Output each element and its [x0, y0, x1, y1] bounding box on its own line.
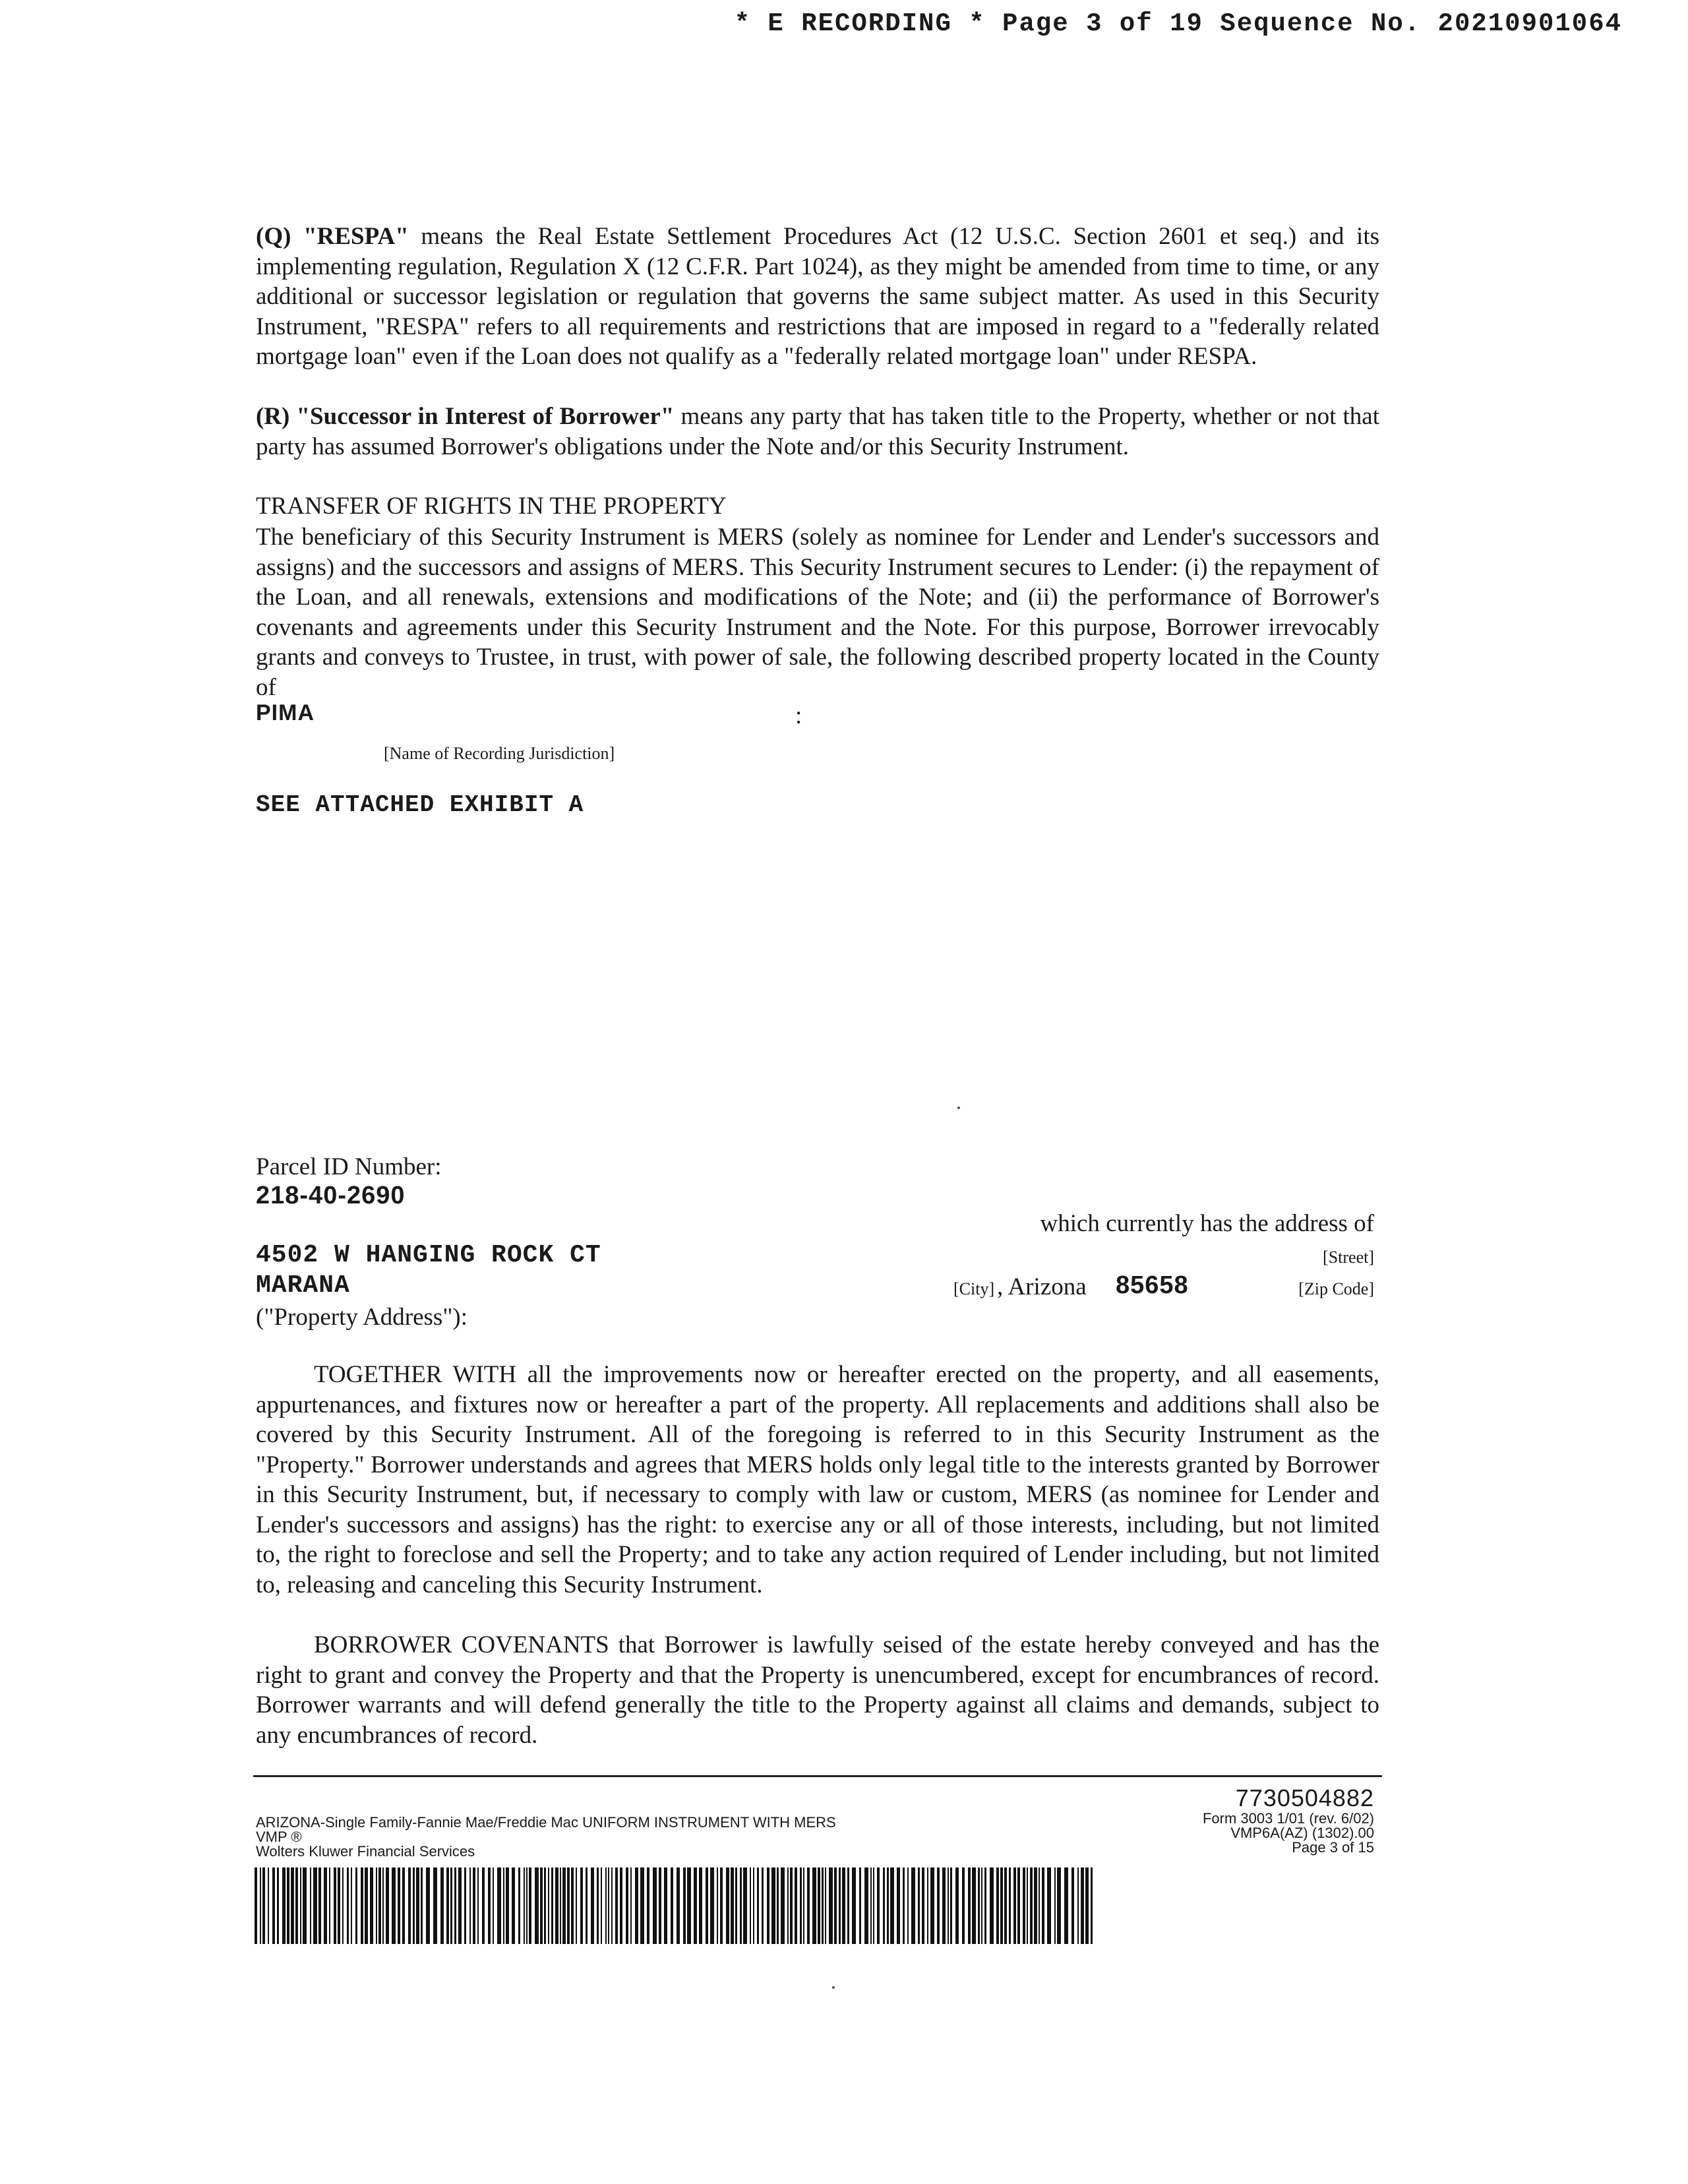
publisher: Wolters Kluwer Financial Services	[256, 1843, 475, 1860]
barcode-bar	[347, 1867, 349, 1944]
barcode-bar	[864, 1867, 868, 1944]
barcode-bar	[586, 1867, 588, 1944]
recording-header: * E RECORDING * Page 3 of 19 Sequence No. 20210901064	[734, 9, 1622, 38]
transfer-body: The beneficiary of this Security Instrument is MERS (solely as nominee for Lender and Lender's successors and assigns) and the successors and assigns of MERS. This Security Instrument secures to Lender: (i) the repayment of the Loan, and all renewals, extensions and modifications of the Note; and (ii) the performance of Borrower's covenants and agreements under this Security Instrument and the Note. For this purpose, Borrower irrevocably grants and conveys to Trustee, in trust, with power of sale, the following described property located in the County of	[256, 524, 1379, 701]
barcode-bar	[706, 1867, 708, 1944]
barcode-bar	[659, 1867, 661, 1944]
barcode-bar	[1004, 1867, 1007, 1944]
barcode-bar	[365, 1867, 368, 1944]
barcode-bar	[1039, 1867, 1040, 1944]
barcode-bar	[699, 1867, 702, 1944]
page-indicator: Page 3 of 15	[1292, 1839, 1374, 1856]
barcode-bar	[615, 1867, 618, 1944]
barcode-bar	[255, 1867, 257, 1944]
barcode-bar	[524, 1867, 525, 1944]
barcode-bar	[287, 1867, 289, 1944]
barcode-bar	[1057, 1867, 1061, 1944]
barcode-bar	[1091, 1867, 1093, 1944]
barcode-bar	[873, 1867, 874, 1944]
barcode-bar	[807, 1867, 810, 1944]
barcode-bar	[1013, 1867, 1016, 1944]
parcel-label: Parcel ID Number:	[256, 1153, 442, 1180]
barcode-bar	[950, 1867, 952, 1944]
barcode-bar	[334, 1867, 336, 1944]
barcode-bar	[818, 1867, 820, 1944]
barcode-bar	[482, 1867, 485, 1944]
barcode-bar	[767, 1867, 769, 1944]
barcode-bar	[942, 1867, 946, 1944]
barcode-bar	[750, 1867, 751, 1944]
barcode-bar	[937, 1867, 940, 1944]
vmp-mark: VMP ®	[256, 1829, 302, 1845]
barcode-bar	[984, 1867, 986, 1944]
barcode-bar	[272, 1867, 275, 1944]
barcode-bar	[295, 1867, 298, 1944]
definition-q-text: means the Real Estate Settlement Procedures Act (12 U.S.C. Section 2601 et seq.) and its implementing regulation, Regulation X (12 C.F.R. Part 1024), as they might be amended from time to time, or any additional or successor legislation or regulation that governs the same subject matter. As used in this Security Instrument, "RESPA" refers to all requirements and restrictions that are imposed in regard to a "federally related mortgage loan" even if the Loan does not qualify as a "federally related mortgage loan" under RESPA.	[256, 223, 1379, 370]
county-value: PIMA	[256, 700, 315, 725]
street-label: [Street]	[1323, 1248, 1374, 1267]
barcode-bar	[473, 1867, 475, 1944]
barcode-bar	[324, 1867, 327, 1944]
property-address-label: ("Property Address"):	[256, 1304, 468, 1331]
barcode-bar	[1054, 1867, 1056, 1944]
barcode-bar	[927, 1867, 928, 1944]
form-title: ARIZONA-Single Family-Fannie Mae/Freddie Mac UNIFORM INSTRUMENT WITH MERS	[256, 1814, 836, 1831]
barcode-bar	[376, 1867, 377, 1944]
barcode-bar	[1077, 1867, 1079, 1944]
barcode-bar	[497, 1867, 501, 1944]
barcode-bar	[1081, 1867, 1084, 1944]
barcode-bar	[402, 1867, 405, 1944]
barcode-bar	[1023, 1867, 1025, 1944]
barcode-bar	[262, 1867, 265, 1944]
barcode-bar	[1027, 1867, 1028, 1944]
barcode	[255, 1867, 1093, 1944]
barcode-bar	[877, 1867, 880, 1944]
barcode-bar	[555, 1867, 558, 1944]
barcode-bar	[540, 1867, 543, 1944]
barcode-bar	[922, 1867, 924, 1944]
barcode-bar	[300, 1867, 301, 1944]
barcode-bar	[694, 1867, 697, 1944]
barcode-bar	[647, 1867, 649, 1944]
definition-r-text: means any party that has taken title to the Property, whether or not that party has assumed Borrower's obligations under the Note and/or this Security Instrument.	[256, 403, 1379, 460]
barcode-bar	[800, 1867, 802, 1944]
barcode-bar	[968, 1867, 971, 1944]
barcode-bar	[955, 1867, 959, 1944]
barcode-bar	[743, 1867, 747, 1944]
definition-r-label: (R) "Successor in Interest of Borrower"	[256, 403, 675, 430]
barcode-bar	[887, 1867, 889, 1944]
barcode-bar	[918, 1867, 920, 1944]
barcode-bar	[1034, 1867, 1037, 1944]
barcode-bar	[1064, 1867, 1068, 1944]
barcode-bar	[630, 1867, 632, 1944]
city-value: MARANA	[256, 1271, 350, 1300]
barcode-bar	[351, 1867, 352, 1944]
barcode-bar	[413, 1867, 415, 1944]
barcode-bar	[890, 1867, 894, 1944]
barcode-bar	[635, 1867, 638, 1944]
barcode-bar	[310, 1867, 311, 1944]
barcode-bar	[370, 1867, 373, 1944]
definition-q	[256, 222, 1379, 372]
zip-label: [Zip Code]	[1298, 1279, 1374, 1298]
barcode-bar	[740, 1867, 742, 1944]
barcode-bar	[883, 1867, 885, 1944]
barcode-bar	[962, 1867, 965, 1944]
barcode-bar	[710, 1867, 714, 1944]
barcode-bar	[687, 1867, 691, 1944]
barcode-bar	[842, 1867, 845, 1944]
barcode-bar	[834, 1867, 837, 1944]
barcode-bar	[597, 1867, 599, 1944]
barcode-bar	[611, 1867, 613, 1944]
barcode-bar	[544, 1867, 546, 1944]
barcode-bar	[576, 1867, 577, 1944]
barcode-bar	[812, 1867, 816, 1944]
barcode-bar	[493, 1867, 494, 1944]
barcode-bar	[859, 1867, 861, 1944]
barcode-bar	[503, 1867, 504, 1944]
exhibit-reference: SEE ATTACHED EXHIBIT A	[256, 791, 584, 818]
barcode-bar	[282, 1867, 286, 1944]
borrower-covenants-clause: BORROWER COVENANTS that Borrower is lawfully seised of the estate hereby conveyed and has the right to grant and convey the Property and that the Property is unencumbered, except for encumbrances of record. Borrower warrants and will defend generally the title to the Property against all claims and demands, subject to any encumbrances of record.	[256, 1631, 1379, 1749]
scan-speck-bottom	[832, 1986, 835, 1989]
barcode-bar	[506, 1867, 509, 1944]
barcode-bar	[433, 1867, 437, 1944]
zip-value: 85658	[1116, 1271, 1189, 1299]
barcode-bar	[930, 1867, 934, 1944]
barcode-bar	[1009, 1867, 1011, 1944]
barcode-bar	[440, 1867, 444, 1944]
barcode-bar	[753, 1867, 754, 1944]
barcode-bar	[571, 1867, 574, 1944]
barcode-bar	[1030, 1867, 1033, 1944]
barcode-bar	[458, 1867, 462, 1944]
barcode-bar	[382, 1867, 384, 1944]
barcode-bar	[1017, 1867, 1020, 1944]
barcode-bar	[342, 1867, 344, 1944]
definition-q-label: (Q) "RESPA"	[256, 223, 409, 250]
barcode-bar	[683, 1867, 686, 1944]
barcode-bar	[735, 1867, 737, 1944]
county-colon: :	[795, 702, 802, 729]
footer-rule	[253, 1775, 1382, 1777]
barcode-bar	[870, 1867, 872, 1944]
barcode-bar	[512, 1867, 515, 1944]
form-code: VMP6A(AZ) (1302).00	[1230, 1825, 1374, 1841]
barcode-bar	[829, 1867, 833, 1944]
barcode-bar	[313, 1867, 317, 1944]
barcode-bar	[318, 1867, 321, 1944]
barcode-bar	[260, 1867, 261, 1944]
barcode-bar	[620, 1867, 622, 1944]
state-value: , Arizona	[997, 1273, 1087, 1300]
barcode-bar	[560, 1867, 561, 1944]
barcode-bar	[1042, 1867, 1044, 1944]
barcode-bar	[671, 1867, 673, 1944]
barcode-bar	[291, 1867, 294, 1944]
barcode-bar	[822, 1867, 824, 1944]
barcode-bar	[717, 1867, 718, 1944]
barcode-bar	[795, 1867, 797, 1944]
barcode-bar	[981, 1867, 982, 1944]
barcode-bar	[355, 1867, 357, 1944]
barcode-bar	[990, 1867, 994, 1944]
barcode-bar	[757, 1867, 759, 1944]
barcode-bar	[996, 1867, 999, 1944]
address-intro: which currently has the address of	[1040, 1210, 1374, 1237]
barcode-bar	[450, 1867, 452, 1944]
barcode-bar	[978, 1867, 980, 1944]
barcode-bar	[268, 1867, 269, 1944]
barcode-bar	[972, 1867, 976, 1944]
barcode-bar	[771, 1867, 775, 1944]
barcode-bar	[664, 1867, 667, 1944]
barcode-bar	[361, 1867, 363, 1944]
barcode-bar	[903, 1867, 905, 1944]
barcode-bar	[526, 1867, 528, 1944]
parcel-number: 218-40-2690	[256, 1182, 406, 1209]
barcode-bar	[329, 1867, 330, 1944]
city-label: [City]	[953, 1279, 995, 1298]
transfer-heading: TRANSFER OF RIGHTS IN THE PROPERTY	[256, 493, 727, 520]
barcode-bar	[1085, 1867, 1089, 1944]
barcode-bar	[787, 1867, 789, 1944]
barcode-bar	[726, 1867, 729, 1944]
barcode-bar	[608, 1867, 609, 1944]
barcode-bar	[653, 1867, 657, 1944]
barcode-bar	[426, 1867, 430, 1944]
barcode-bar	[825, 1867, 826, 1944]
barcode-bar	[762, 1867, 764, 1944]
barcode-bar	[1071, 1867, 1074, 1944]
barcode-bar	[1047, 1867, 1051, 1944]
barcode-bar	[677, 1867, 680, 1944]
street-address: 4502 W HANGING ROCK CT	[256, 1241, 601, 1269]
barcode-bar	[605, 1867, 607, 1944]
barcode-bar	[907, 1867, 909, 1944]
barcode-bar	[852, 1867, 856, 1944]
loan-number: 7730504882	[1235, 1784, 1374, 1811]
barcode-bar	[626, 1867, 628, 1944]
barcode-bar	[277, 1867, 279, 1944]
barcode-bar	[803, 1867, 804, 1944]
barcode-bar	[911, 1867, 915, 1944]
barcode-bar	[847, 1867, 849, 1944]
barcode-bar	[562, 1867, 566, 1944]
scan-speck	[957, 1107, 960, 1109]
barcode-bar	[580, 1867, 583, 1944]
barcode-bar	[781, 1867, 785, 1944]
barcode-bar	[551, 1867, 553, 1944]
barcode-bar	[469, 1867, 471, 1944]
barcode-bar	[338, 1867, 340, 1944]
barcode-bar	[720, 1867, 723, 1944]
barcode-bar	[567, 1867, 570, 1944]
barcode-bar	[386, 1867, 389, 1944]
barcode-bar	[601, 1867, 602, 1944]
jurisdiction-label: [Name of Recording Jurisdiction]	[384, 744, 615, 763]
barcode-bar	[477, 1867, 479, 1944]
barcode-bar	[529, 1867, 531, 1944]
barcode-bar	[421, 1867, 423, 1944]
barcode-bar	[408, 1867, 411, 1944]
barcode-bar	[416, 1867, 419, 1944]
barcode-bar	[731, 1867, 734, 1944]
barcode-bar	[518, 1867, 520, 1944]
barcode-bar	[591, 1867, 594, 1944]
barcode-bar	[640, 1867, 644, 1944]
barcode-bar	[488, 1867, 491, 1944]
barcode-bar	[303, 1867, 307, 1944]
barcode-bar	[398, 1867, 400, 1944]
barcode-bar	[777, 1867, 779, 1944]
barcode-bar	[839, 1867, 841, 1944]
barcode-bar	[464, 1867, 466, 1944]
barcode-bar	[454, 1867, 456, 1944]
together-with-clause: TOGETHER WITH all the improvements now or hereafter erected on the property, and all easements, appurtenances, and fixtures now or hereafter a part of the property. All replacements and additions shall also be covered by this Security Instrument. All of the foregoing is referred to in this Security Instrument as the "Property." Borrower understands and agrees that MERS holds only legal title to the interests granted by Borrower in this Security Instrument, but, if necessary to comply with law or custom, MERS (as nominee for Lender and Lender's successors and assigns) has the right: to exercise any or all of those interests, including, but not limited to, the right to foreclose and sell the Property; and to take any action required of Lender including, but not limited to, releasing and canceling this Security Instrument.	[256, 1361, 1379, 1598]
barcode-bar	[378, 1867, 381, 1944]
form-number: Form 3003 1/01 (rev. 6/02)	[1202, 1810, 1374, 1827]
barcode-bar	[446, 1867, 449, 1944]
barcode-bar	[948, 1867, 949, 1944]
barcode-bar	[897, 1867, 900, 1944]
barcode-bar	[392, 1867, 396, 1944]
barcode-bar	[548, 1867, 549, 1944]
definition-r	[256, 402, 1379, 462]
barcode-bar	[1000, 1867, 1003, 1944]
barcode-bar	[790, 1867, 793, 1944]
barcode-bar	[535, 1867, 539, 1944]
